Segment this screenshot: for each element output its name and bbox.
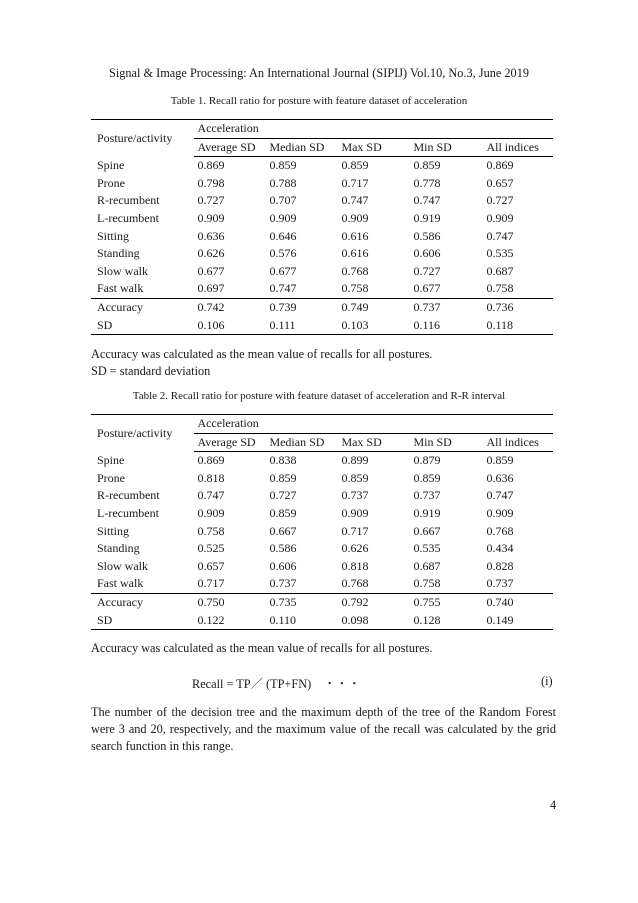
group-header-cell: Acceleration bbox=[194, 415, 553, 434]
value-cell: 0.869 bbox=[197, 158, 225, 173]
value-cell: 0.758 bbox=[413, 576, 441, 591]
summary-label: Accuracy bbox=[91, 593, 194, 611]
row-label: Fast walk bbox=[97, 576, 144, 591]
value-cell: 0.859 bbox=[413, 158, 441, 173]
value-cell: 0.869 bbox=[486, 158, 514, 173]
summary-value-cell: 0.098 bbox=[341, 612, 413, 630]
column-header: Min SD bbox=[413, 138, 486, 157]
value-cell: 0.768 bbox=[341, 576, 369, 591]
summary-row bbox=[91, 612, 553, 630]
value-cell: 0.636 bbox=[486, 470, 514, 485]
summary-value-cell: 0.128 bbox=[413, 612, 486, 630]
row-label: Sitting bbox=[97, 523, 130, 538]
summary-label: SD bbox=[91, 612, 194, 630]
value-cell: 0.727 bbox=[197, 193, 225, 208]
value-cell: 0.869 bbox=[197, 453, 225, 468]
value-cell: 0.909 bbox=[197, 210, 225, 225]
value-cell: 0.687 bbox=[486, 263, 514, 278]
table2 bbox=[91, 414, 553, 630]
value-cell: 0.859 bbox=[269, 158, 297, 173]
row-label: Prone bbox=[97, 470, 125, 485]
value-cell: 0.768 bbox=[341, 263, 369, 278]
value-cell: 0.859 bbox=[341, 470, 369, 485]
summary-value-cell: 0.735 bbox=[269, 593, 341, 611]
value-cell: 0.576 bbox=[269, 246, 297, 261]
row-label: R-recumbent bbox=[97, 193, 160, 208]
value-cell: 0.758 bbox=[486, 281, 514, 296]
table2-caption: Table 2. Recall ratio for posture with feature dataset of acceleration and R-R interval bbox=[132, 390, 506, 402]
table-row bbox=[91, 575, 553, 593]
value-cell: 0.737 bbox=[269, 576, 297, 591]
row-label: L-recumbent bbox=[97, 210, 159, 225]
value-cell: 0.909 bbox=[269, 210, 297, 225]
row-header-cell: Posture/activity bbox=[91, 415, 194, 452]
row-label: Fast walk bbox=[97, 281, 144, 296]
summary-row bbox=[91, 593, 553, 611]
value-cell: 0.657 bbox=[486, 175, 514, 190]
table-row bbox=[91, 523, 553, 541]
row-label: L-recumbent bbox=[97, 505, 159, 520]
summary-label: SD bbox=[91, 317, 194, 335]
value-cell: 0.919 bbox=[413, 210, 441, 225]
value-cell: 0.646 bbox=[269, 228, 297, 243]
summary-value-cell: 0.110 bbox=[269, 612, 341, 630]
row-label: Spine bbox=[97, 157, 125, 172]
summary-value-cell: 0.122 bbox=[194, 612, 269, 630]
value-cell: 0.747 bbox=[341, 193, 369, 208]
value-cell: 0.727 bbox=[413, 263, 441, 278]
summary-value-cell: 0.742 bbox=[194, 298, 269, 316]
row-label: Prone bbox=[97, 175, 125, 190]
value-cell: 0.899 bbox=[341, 453, 369, 468]
value-cell: 0.616 bbox=[341, 246, 369, 261]
value-cell: 0.717 bbox=[341, 175, 369, 190]
table1-note-accuracy: Accuracy was calculated as the mean value of recalls for all postures. bbox=[91, 347, 433, 361]
value-cell: 0.778 bbox=[413, 175, 441, 190]
body-paragraph: The number of the decision tree and the maximum depth of the tree of the Random Forest were 3 and 20, respectively, and the maximum value of the recall was calculated by the grid search function in this range. bbox=[91, 705, 556, 753]
value-cell: 0.667 bbox=[413, 523, 441, 538]
row-label: Slow walk bbox=[97, 263, 148, 278]
table-row bbox=[91, 558, 553, 576]
summary-value-cell: 0.792 bbox=[341, 593, 413, 611]
value-cell: 0.909 bbox=[341, 505, 369, 520]
column-header: All indices bbox=[486, 138, 553, 157]
column-header: Min SD bbox=[413, 433, 486, 452]
summary-label: Accuracy bbox=[91, 298, 194, 316]
summary-value-cell: 0.103 bbox=[341, 317, 413, 335]
table2-note-accuracy: Accuracy was calculated as the mean value of recalls for all postures. bbox=[91, 641, 433, 655]
column-header: Median SD bbox=[269, 138, 341, 157]
value-cell: 0.525 bbox=[197, 541, 225, 556]
table1-caption: Table 1. Recall ratio for posture with feature dataset of acceleration bbox=[170, 95, 468, 107]
value-cell: 0.626 bbox=[197, 246, 225, 261]
table-row bbox=[91, 192, 553, 210]
value-cell: 0.606 bbox=[269, 558, 297, 573]
value-cell: 0.535 bbox=[486, 246, 514, 261]
value-cell: 0.586 bbox=[413, 228, 441, 243]
summary-value-cell: 0.736 bbox=[486, 298, 553, 316]
value-cell: 0.838 bbox=[269, 453, 297, 468]
row-label: Slow walk bbox=[97, 558, 148, 573]
value-cell: 0.747 bbox=[197, 488, 225, 503]
table-row bbox=[91, 452, 553, 470]
summary-row bbox=[91, 298, 553, 316]
summary-value-cell: 0.118 bbox=[486, 317, 553, 335]
value-cell: 0.606 bbox=[413, 246, 441, 261]
value-cell: 0.859 bbox=[413, 470, 441, 485]
value-cell: 0.859 bbox=[341, 158, 369, 173]
table-row bbox=[91, 263, 553, 281]
value-cell: 0.758 bbox=[197, 523, 225, 538]
value-cell: 0.616 bbox=[341, 228, 369, 243]
table-row bbox=[91, 228, 553, 246]
column-header: Max SD bbox=[341, 433, 413, 452]
table1-note-sd: SD = standard deviation bbox=[91, 364, 211, 378]
value-cell: 0.909 bbox=[197, 505, 225, 520]
value-cell: 0.818 bbox=[197, 470, 225, 485]
table-row bbox=[91, 487, 553, 505]
table-row bbox=[91, 280, 553, 298]
column-header: Max SD bbox=[341, 138, 413, 157]
row-label: Sitting bbox=[97, 228, 130, 243]
value-cell: 0.758 bbox=[341, 281, 369, 296]
group-header-cell: Acceleration bbox=[194, 120, 553, 139]
table-row bbox=[91, 245, 553, 263]
row-label: R-recumbent bbox=[97, 488, 160, 503]
value-cell: 0.859 bbox=[269, 505, 297, 520]
row-label: Standing bbox=[97, 246, 140, 261]
value-cell: 0.828 bbox=[486, 558, 514, 573]
summary-value-cell: 0.749 bbox=[341, 298, 413, 316]
value-cell: 0.667 bbox=[269, 523, 297, 538]
summary-value-cell: 0.106 bbox=[194, 317, 269, 335]
value-cell: 0.727 bbox=[486, 193, 514, 208]
table-row bbox=[91, 175, 553, 193]
value-cell: 0.909 bbox=[341, 210, 369, 225]
value-cell: 0.818 bbox=[341, 558, 369, 573]
summary-value-cell: 0.750 bbox=[194, 593, 269, 611]
column-header: All indices bbox=[486, 433, 553, 452]
table-row bbox=[91, 470, 553, 488]
table1 bbox=[91, 119, 553, 335]
value-cell: 0.636 bbox=[197, 228, 225, 243]
value-cell: 0.677 bbox=[197, 263, 225, 278]
value-cell: 0.535 bbox=[413, 541, 441, 556]
page-number: 4 bbox=[550, 798, 557, 812]
summary-value-cell: 0.111 bbox=[269, 317, 341, 335]
summary-value-cell: 0.737 bbox=[413, 298, 486, 316]
summary-value-cell: 0.740 bbox=[486, 593, 553, 611]
value-cell: 0.859 bbox=[269, 470, 297, 485]
value-cell: 0.768 bbox=[486, 523, 514, 538]
recall-equation: Recall = TP／ (TP+FN) ・・・ bbox=[192, 677, 361, 691]
value-cell: 0.909 bbox=[486, 505, 514, 520]
table-row bbox=[91, 210, 553, 228]
equation-number: (i) bbox=[541, 674, 553, 688]
value-cell: 0.677 bbox=[269, 263, 297, 278]
column-header: Average SD bbox=[194, 138, 269, 157]
value-cell: 0.717 bbox=[197, 576, 225, 591]
value-cell: 0.909 bbox=[486, 210, 514, 225]
value-cell: 0.707 bbox=[269, 193, 297, 208]
value-cell: 0.727 bbox=[269, 488, 297, 503]
value-cell: 0.747 bbox=[269, 281, 297, 296]
value-cell: 0.687 bbox=[413, 558, 441, 573]
value-cell: 0.717 bbox=[341, 523, 369, 538]
table-row bbox=[91, 157, 553, 175]
column-header: Median SD bbox=[269, 433, 341, 452]
value-cell: 0.586 bbox=[269, 541, 297, 556]
value-cell: 0.747 bbox=[413, 193, 441, 208]
row-label: Standing bbox=[97, 541, 140, 556]
value-cell: 0.798 bbox=[197, 175, 225, 190]
table-header-row bbox=[91, 415, 553, 434]
value-cell: 0.737 bbox=[341, 488, 369, 503]
table-header-row bbox=[91, 120, 553, 139]
column-header: Average SD bbox=[194, 433, 269, 452]
summary-value-cell: 0.739 bbox=[269, 298, 341, 316]
value-cell: 0.919 bbox=[413, 505, 441, 520]
summary-row bbox=[91, 317, 553, 335]
value-cell: 0.737 bbox=[413, 488, 441, 503]
table-row bbox=[91, 540, 553, 558]
value-cell: 0.747 bbox=[486, 488, 514, 503]
value-cell: 0.737 bbox=[486, 576, 514, 591]
table-row bbox=[91, 505, 553, 523]
value-cell: 0.879 bbox=[413, 453, 441, 468]
summary-value-cell: 0.116 bbox=[413, 317, 486, 335]
summary-value-cell: 0.149 bbox=[486, 612, 553, 630]
value-cell: 0.788 bbox=[269, 175, 297, 190]
row-label: Spine bbox=[97, 452, 125, 467]
journal-header: Signal & Image Processing: An International Journal (SIPIJ) Vol.10, No.3, June 2019 bbox=[109, 66, 529, 80]
row-header-cell: Posture/activity bbox=[91, 120, 194, 157]
value-cell: 0.697 bbox=[197, 281, 225, 296]
value-cell: 0.859 bbox=[486, 453, 514, 468]
value-cell: 0.434 bbox=[486, 541, 514, 556]
summary-value-cell: 0.755 bbox=[413, 593, 486, 611]
value-cell: 0.677 bbox=[413, 281, 441, 296]
value-cell: 0.626 bbox=[341, 541, 369, 556]
value-cell: 0.657 bbox=[197, 558, 225, 573]
value-cell: 0.747 bbox=[486, 228, 514, 243]
